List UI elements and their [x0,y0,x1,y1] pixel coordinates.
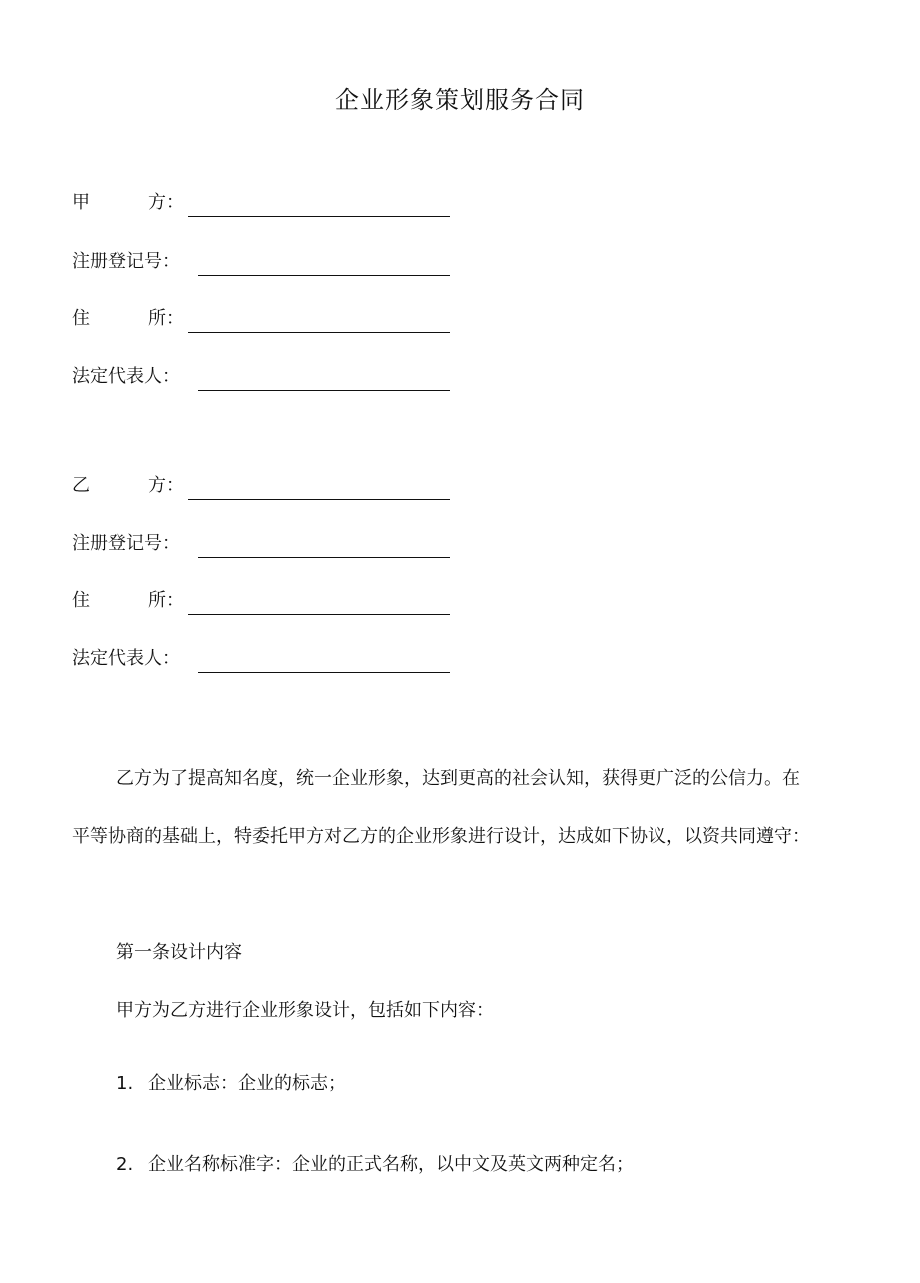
list-item-number: 1. [116,1073,134,1094]
party-a-name-label-1: 甲 [72,192,90,213]
party-b-addr-label-2: 所： [148,590,184,611]
party-b-name-label-1: 乙 [72,475,90,496]
party-a-rep-label: 法定代表人： [72,366,180,387]
party-a-rep-blank[interactable] [198,364,450,391]
list-item [116,1152,634,1178]
party-b-name-blank[interactable] [188,473,450,500]
party-a-addr-label-1: 住 [72,308,90,329]
party-b-name-field [72,473,188,499]
party-b-rep-label: 法定代表人： [72,648,180,669]
list-item [116,1071,346,1097]
party-b-address-blank[interactable] [188,588,450,615]
party-a-reg-label: 注册登记号： [72,251,180,272]
party-b-rep-blank[interactable] [198,646,450,673]
party-b-reg-label: 注册登记号： [72,533,180,554]
party-b-addr-label-1: 住 [72,590,90,611]
party-b-reg-field [72,531,180,557]
party-b-name-label-2: 方： [148,475,184,496]
party-b-reg-blank[interactable] [198,531,450,558]
party-a-reg-field [72,249,180,275]
party-a-name-field [72,190,188,216]
party-a-addr-label-2: 所： [148,308,184,329]
party-a-address-field [72,306,188,332]
list-item-number: 2. [116,1154,134,1175]
party-a-name-blank[interactable] [188,190,450,217]
party-b-rep-field [72,646,180,672]
party-a-name-label-2: 方： [148,192,184,213]
party-a-address-blank[interactable] [188,306,450,333]
party-b-address-field [72,588,188,614]
party-a-rep-field [72,364,180,390]
party-a-reg-blank[interactable] [198,249,450,276]
document-title: 企业形象策划服务合同 [335,86,585,114]
preamble-paragraph: 乙方为了提高知名度，统一企业形象，达到更高的社会认知，获得更广泛的公信力。在平等协商的基础上，特委托甲方对乙方的企业形象进行设计，达成如下协议，以资共同遵守： [72,768,810,847]
list-item-text: 企业名称标准字：企业的正式名称，以中文及英文两种定名； [148,1154,634,1175]
article-1-intro: 甲方为乙方进行企业形象设计，包括如下内容： [116,1000,494,1021]
list-item-text: 企业标志：企业的标志； [148,1073,346,1094]
article-1-heading: 第一条设计内容 [116,942,242,963]
